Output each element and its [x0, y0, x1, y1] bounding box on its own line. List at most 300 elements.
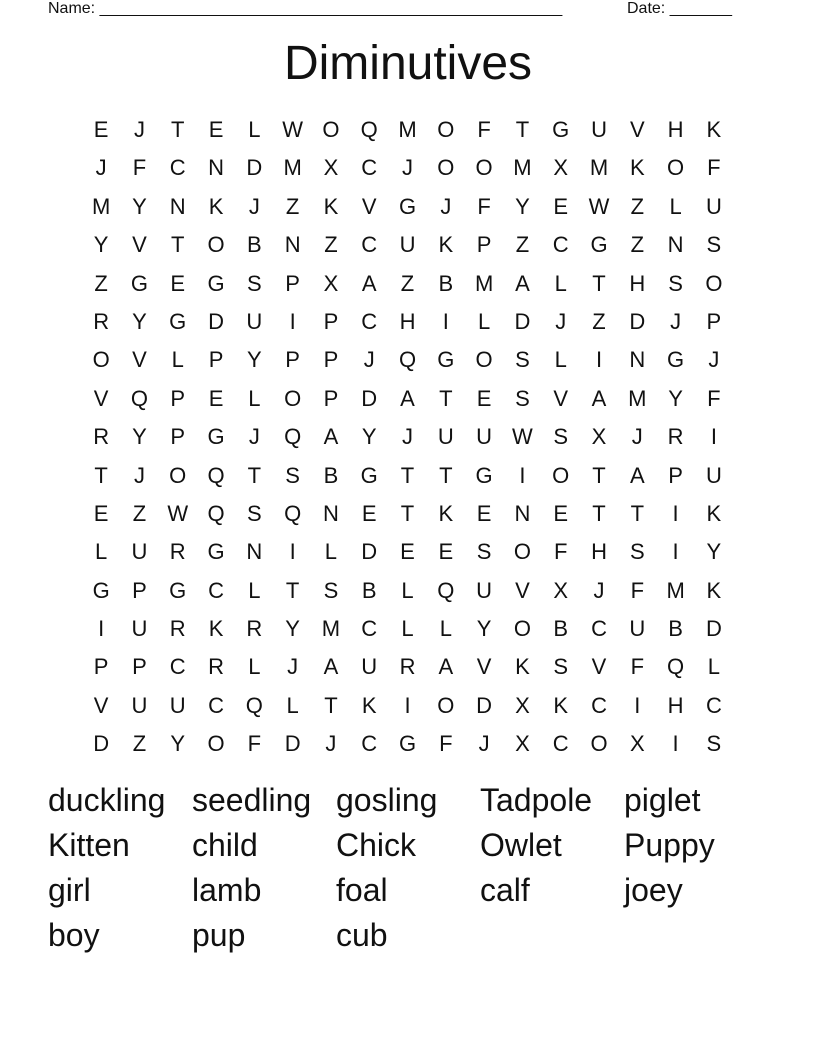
grid-letter[interactable]: J: [478, 731, 490, 757]
grid-letter[interactable]: R: [169, 616, 186, 642]
grid-letter[interactable]: O: [475, 347, 493, 373]
grid-letter[interactable]: P: [285, 347, 300, 373]
grid-letter[interactable]: X: [323, 270, 339, 296]
grid-letter[interactable]: L: [171, 347, 184, 373]
grid-letter[interactable]: D: [476, 692, 493, 718]
grid-letter[interactable]: K: [706, 117, 722, 142]
grid-letter[interactable]: J: [95, 155, 107, 181]
grid-letter[interactable]: Y: [668, 385, 683, 411]
grid-letter[interactable]: O: [513, 616, 531, 642]
grid-letter[interactable]: F: [707, 155, 721, 181]
grid-letter[interactable]: G: [360, 462, 378, 488]
grid-letter[interactable]: W: [588, 193, 610, 219]
grid-letter[interactable]: Q: [667, 654, 685, 680]
grid-letter[interactable]: F: [553, 539, 568, 565]
grid-letter[interactable]: B: [553, 616, 569, 642]
grid-letter[interactable]: N: [169, 193, 186, 219]
grid-letter[interactable]: X: [323, 155, 339, 181]
grid-letter[interactable]: E: [400, 539, 415, 565]
grid-letter[interactable]: A: [629, 462, 645, 488]
grid-letter[interactable]: Z: [324, 232, 338, 258]
grid-letter[interactable]: J: [402, 155, 414, 181]
grid-letter[interactable]: I: [672, 731, 679, 757]
grid-letter[interactable]: O: [552, 462, 570, 488]
grid-letter[interactable]: O: [513, 539, 531, 565]
grid-letter[interactable]: K: [438, 500, 454, 526]
grid-letter[interactable]: S: [668, 270, 683, 296]
grid-letter[interactable]: K: [208, 616, 224, 642]
grid-letter[interactable]: E: [170, 270, 186, 296]
grid-letter[interactable]: U: [131, 692, 148, 718]
grid-letter[interactable]: V: [629, 117, 645, 142]
grid-row: [82, 536, 733, 574]
grid-letter[interactable]: C: [361, 232, 378, 258]
grid-letter[interactable]: H: [591, 539, 607, 565]
grid-letter[interactable]: P: [323, 347, 339, 373]
grid-letter[interactable]: X: [553, 155, 569, 181]
grid-letter[interactable]: V: [93, 692, 109, 718]
grid-letter[interactable]: R: [667, 424, 684, 450]
grid-letter[interactable]: O: [322, 117, 340, 142]
grid-letter[interactable]: C: [361, 155, 378, 181]
grid-letter[interactable]: O: [437, 692, 455, 718]
grid-letter[interactable]: M: [628, 385, 647, 411]
grid-letter[interactable]: F: [630, 654, 645, 680]
grid-letter[interactable]: T: [592, 270, 606, 296]
grid-letter[interactable]: V: [132, 347, 147, 373]
grid-letter[interactable]: B: [668, 616, 683, 642]
grid-letter[interactable]: U: [591, 117, 607, 142]
grid-letter[interactable]: Y: [515, 193, 530, 219]
grid-letter[interactable]: C: [361, 731, 378, 757]
grid-letter[interactable]: V: [476, 654, 492, 680]
grid-letter[interactable]: N: [667, 232, 684, 258]
grid-letter[interactable]: O: [284, 385, 302, 411]
grid-letter[interactable]: A: [323, 654, 339, 680]
grid-letter[interactable]: K: [706, 500, 722, 526]
grid-letter[interactable]: H: [667, 692, 684, 718]
grid-letter[interactable]: L: [439, 616, 452, 642]
grid-letter[interactable]: I: [404, 692, 411, 718]
grid-letter[interactable]: J: [708, 347, 720, 373]
grid-letter[interactable]: G: [437, 347, 455, 373]
grid-letter[interactable]: K: [323, 193, 339, 219]
grid-letter[interactable]: O: [437, 155, 455, 181]
grid-letter[interactable]: C: [361, 308, 378, 334]
grid-letter[interactable]: L: [401, 616, 414, 642]
grid-letter[interactable]: C: [705, 692, 722, 718]
grid-letter[interactable]: J: [555, 308, 567, 334]
grid-letter[interactable]: U: [399, 232, 416, 258]
grid-letter[interactable]: Z: [592, 308, 606, 334]
grid-letter[interactable]: A: [323, 424, 339, 450]
grid-letter[interactable]: O: [667, 155, 685, 181]
grid-letter[interactable]: S: [706, 232, 722, 258]
grid-letter[interactable]: U: [437, 424, 454, 450]
grid-letter[interactable]: C: [208, 692, 224, 718]
grid-letter[interactable]: X: [515, 692, 530, 718]
grid-letter[interactable]: Y: [93, 232, 109, 258]
grid-letter[interactable]: J: [440, 193, 452, 219]
grid-letter[interactable]: E: [476, 385, 492, 411]
grid-letter[interactable]: F: [707, 385, 721, 411]
grid-letter[interactable]: D: [705, 616, 722, 642]
grid-letter[interactable]: G: [667, 347, 685, 373]
grid-letter[interactable]: G: [590, 232, 608, 258]
grid-letter[interactable]: L: [401, 577, 414, 603]
grid-letter[interactable]: Y: [706, 539, 722, 565]
grid-letter[interactable]: G: [398, 193, 417, 219]
grid-letter[interactable]: Q: [245, 692, 263, 718]
grid-letter[interactable]: O: [169, 462, 187, 488]
grid-letter[interactable]: I: [634, 692, 641, 718]
grid-letter[interactable]: O: [207, 731, 225, 757]
grid-letter[interactable]: K: [438, 232, 454, 258]
grid-letter[interactable]: P: [132, 577, 147, 603]
grid-letter[interactable]: H: [629, 270, 646, 296]
grid-letter[interactable]: J: [670, 308, 682, 334]
grid-letter[interactable]: X: [515, 731, 530, 757]
grid-letter[interactable]: R: [246, 616, 263, 642]
grid-letter[interactable]: Q: [398, 347, 417, 373]
grid-letter[interactable]: N: [208, 155, 224, 181]
grid-letter[interactable]: B: [361, 577, 377, 603]
grid-letter[interactable]: C: [552, 731, 569, 757]
grid-letter[interactable]: J: [287, 654, 299, 680]
grid-letter[interactable]: B: [438, 270, 454, 296]
grid-letter[interactable]: V: [591, 654, 607, 680]
grid-letter[interactable]: D: [514, 308, 531, 334]
grid-letter[interactable]: N: [322, 500, 339, 526]
grid-letter[interactable]: G: [475, 462, 493, 488]
grid-letter[interactable]: I: [289, 308, 296, 334]
grid-letter[interactable]: L: [324, 539, 338, 565]
grid-letter[interactable]: E: [208, 385, 224, 411]
grid-letter[interactable]: U: [361, 654, 378, 680]
grid-letter[interactable]: O: [207, 232, 225, 258]
grid-letter[interactable]: T: [285, 577, 300, 603]
grid-letter[interactable]: P: [93, 654, 109, 680]
grid-letter[interactable]: V: [93, 385, 109, 411]
grid-letter[interactable]: J: [133, 462, 145, 488]
grid-letter[interactable]: F: [247, 731, 262, 757]
grid-letter[interactable]: E: [476, 500, 492, 526]
grid-letter[interactable]: E: [208, 117, 224, 142]
grid-letter[interactable]: A: [438, 654, 454, 680]
grid-letter[interactable]: N: [284, 232, 301, 258]
grid-letter[interactable]: Q: [130, 385, 148, 411]
grid-letter[interactable]: D: [629, 308, 646, 334]
grid-letter[interactable]: G: [207, 539, 225, 565]
grid-letter[interactable]: G: [169, 577, 187, 603]
grid-letter[interactable]: P: [668, 462, 683, 488]
grid-letter[interactable]: M: [321, 616, 341, 642]
grid-letter[interactable]: E: [553, 500, 569, 526]
grid-letter[interactable]: D: [361, 539, 378, 565]
grid-letter[interactable]: L: [248, 117, 261, 142]
grid-letter[interactable]: S: [285, 462, 300, 488]
grid-letter[interactable]: K: [515, 654, 530, 680]
word-list-item: seedling: [192, 782, 312, 818]
grid-letter[interactable]: U: [705, 193, 722, 219]
grid-letter[interactable]: L: [248, 654, 261, 680]
grid-letter[interactable]: U: [705, 462, 722, 488]
grid-letter[interactable]: O: [705, 270, 723, 296]
grid-letter[interactable]: S: [515, 385, 530, 411]
grid-letter[interactable]: G: [398, 731, 417, 757]
grid-letter[interactable]: T: [439, 385, 453, 411]
grid-letter[interactable]: X: [629, 731, 645, 757]
grid-letter[interactable]: Y: [132, 308, 147, 334]
grid-letter[interactable]: G: [169, 308, 187, 334]
grid-letter[interactable]: E: [553, 193, 569, 219]
grid-letter[interactable]: X: [591, 424, 607, 450]
grid-letter[interactable]: I: [289, 539, 296, 565]
grid-letter[interactable]: C: [169, 155, 186, 181]
grid-letter[interactable]: L: [707, 654, 721, 680]
grid-letter[interactable]: O: [437, 117, 455, 142]
grid-letter[interactable]: C: [361, 616, 378, 642]
grid-letter[interactable]: I: [595, 347, 603, 373]
grid-letter[interactable]: Y: [476, 616, 492, 642]
grid-letter[interactable]: J: [631, 424, 643, 450]
grid-letter[interactable]: F: [630, 577, 645, 603]
grid-letter[interactable]: H: [399, 308, 416, 334]
grid-letter[interactable]: Y: [132, 424, 147, 450]
grid-letter[interactable]: E: [93, 117, 109, 142]
grid-letter[interactable]: Q: [284, 500, 302, 526]
word-list-item: cub: [336, 917, 388, 953]
grid-letter[interactable]: N: [246, 539, 263, 565]
grid-letter[interactable]: S: [706, 731, 722, 757]
grid-letter[interactable]: U: [476, 424, 493, 450]
grid-letter[interactable]: I: [672, 500, 679, 526]
grid-letter[interactable]: Z: [630, 193, 645, 219]
grid-letter[interactable]: T: [592, 462, 606, 488]
grid-letter[interactable]: C: [169, 654, 186, 680]
grid-letter[interactable]: Q: [284, 424, 302, 450]
grid-letter[interactable]: R: [208, 654, 224, 680]
grid-letter[interactable]: P: [476, 232, 492, 258]
grid-letter[interactable]: I: [98, 616, 105, 642]
grid-letter[interactable]: L: [248, 385, 261, 411]
grid-letter[interactable]: Z: [515, 232, 530, 258]
grid-row: [82, 268, 733, 306]
grid-letter[interactable]: V: [361, 193, 377, 219]
grid-letter[interactable]: J: [593, 577, 605, 603]
grid-letter[interactable]: C: [591, 692, 607, 718]
grid-letter[interactable]: K: [361, 692, 377, 718]
grid-letter[interactable]: V: [132, 232, 147, 258]
grid-letter[interactable]: S: [246, 270, 262, 296]
grid-letter[interactable]: M: [398, 117, 417, 142]
grid-letter[interactable]: P: [170, 424, 186, 450]
grid-letter[interactable]: Z: [132, 731, 147, 757]
grid-letter[interactable]: U: [246, 308, 263, 334]
grid-letter[interactable]: W: [282, 117, 304, 142]
grid-letter[interactable]: E: [438, 539, 454, 565]
grid-letter[interactable]: V: [553, 385, 569, 411]
grid-letter[interactable]: M: [589, 155, 609, 181]
grid-letter[interactable]: T: [324, 692, 338, 718]
grid-letter[interactable]: Y: [246, 347, 262, 373]
grid-letter[interactable]: X: [553, 577, 569, 603]
grid-letter[interactable]: L: [477, 308, 491, 334]
grid-letter[interactable]: E: [93, 500, 109, 526]
grid-letter[interactable]: Y: [170, 731, 186, 757]
date-field[interactable]: Date: _______: [627, 0, 732, 17]
grid-letter[interactable]: K: [706, 577, 722, 603]
grid-letter[interactable]: D: [284, 731, 301, 757]
grid-letter[interactable]: T: [630, 500, 645, 526]
grid-letter[interactable]: Z: [630, 232, 645, 258]
grid-letter[interactable]: F: [132, 155, 147, 181]
grid-letter[interactable]: J: [248, 193, 260, 219]
grid-row: [82, 421, 733, 459]
grid-letter[interactable]: A: [361, 270, 377, 296]
grid-letter[interactable]: R: [93, 308, 110, 334]
grid-letter[interactable]: F: [477, 117, 491, 142]
grid-letter[interactable]: L: [248, 577, 261, 603]
grid-letter[interactable]: S: [323, 577, 339, 603]
grid-letter[interactable]: C: [208, 577, 224, 603]
grid-letter[interactable]: Y: [285, 616, 300, 642]
grid-letter[interactable]: G: [130, 270, 148, 296]
grid-letter[interactable]: N: [629, 347, 646, 373]
grid-letter[interactable]: U: [169, 692, 186, 718]
grid-letter[interactable]: N: [514, 500, 531, 526]
grid-letter[interactable]: M: [513, 155, 532, 181]
grid-letter[interactable]: Q: [207, 500, 225, 526]
grid-letter[interactable]: D: [361, 385, 378, 411]
grid-letter[interactable]: M: [91, 193, 111, 219]
grid-letter[interactable]: T: [247, 462, 262, 488]
grid-letter[interactable]: G: [552, 117, 570, 142]
grid-letter[interactable]: Z: [94, 270, 108, 296]
grid-letter[interactable]: I: [442, 308, 449, 334]
grid-letter[interactable]: C: [552, 232, 569, 258]
grid-letter[interactable]: T: [515, 117, 530, 142]
grid-letter[interactable]: L: [554, 270, 567, 296]
grid-letter[interactable]: K: [553, 692, 569, 718]
grid-letter[interactable]: P: [132, 654, 147, 680]
grid-letter[interactable]: D: [208, 308, 224, 334]
grid-letter[interactable]: S: [515, 347, 530, 373]
grid-letter[interactable]: G: [207, 424, 225, 450]
grid-letter[interactable]: E: [361, 500, 377, 526]
grid-letter[interactable]: D: [93, 731, 110, 757]
grid-letter[interactable]: A: [591, 385, 607, 411]
grid-letter[interactable]: D: [246, 155, 263, 181]
grid-letter[interactable]: G: [92, 577, 110, 603]
grid-letter[interactable]: C: [591, 616, 607, 642]
grid-letter[interactable]: U: [131, 616, 148, 642]
grid-letter[interactable]: M: [666, 577, 685, 603]
grid-letter[interactable]: T: [400, 500, 415, 526]
grid-row: [82, 344, 733, 382]
grid-letter[interactable]: T: [94, 462, 108, 488]
grid-letter[interactable]: Y: [132, 193, 147, 219]
grid-row: [82, 383, 733, 421]
grid-letter[interactable]: I: [710, 424, 717, 450]
grid-letter[interactable]: Q: [207, 462, 225, 488]
grid-letter[interactable]: Q: [360, 117, 378, 142]
grid-letter[interactable]: S: [629, 539, 645, 565]
grid-letter[interactable]: S: [553, 424, 569, 450]
grid-letter[interactable]: P: [323, 385, 339, 411]
grid-letter[interactable]: P: [706, 308, 722, 334]
grid-letter[interactable]: M: [283, 155, 302, 181]
grid-letter[interactable]: J: [402, 424, 414, 450]
grid-letter[interactable]: Z: [400, 270, 415, 296]
grid-letter[interactable]: M: [474, 270, 494, 296]
grid-letter[interactable]: S: [553, 654, 569, 680]
grid-letter[interactable]: R: [399, 654, 416, 680]
grid-letter[interactable]: T: [592, 500, 606, 526]
grid-letter[interactable]: J: [133, 117, 145, 142]
grid-letter[interactable]: J: [325, 731, 337, 757]
grid-letter[interactable]: S: [476, 539, 492, 565]
grid-letter[interactable]: O: [92, 347, 110, 373]
grid-letter[interactable]: L: [669, 193, 682, 219]
grid-letter[interactable]: P: [208, 347, 224, 373]
grid-letter[interactable]: A: [400, 385, 415, 411]
grid-letter[interactable]: J: [363, 347, 375, 373]
grid-letter[interactable]: B: [246, 232, 262, 258]
grid-letter[interactable]: S: [246, 500, 262, 526]
grid-letter[interactable]: V: [515, 577, 530, 603]
grid-letter[interactable]: P: [285, 270, 300, 296]
name-field[interactable]: Name: ____________________________________________________: [48, 0, 563, 17]
word-list-item: child: [192, 827, 258, 863]
grid-letter[interactable]: U: [476, 577, 493, 603]
grid-letter[interactable]: W: [512, 424, 533, 450]
grid-letter[interactable]: P: [170, 385, 186, 411]
grid-letter[interactable]: T: [171, 232, 185, 258]
grid-letter[interactable]: L: [286, 692, 299, 718]
grid-letter[interactable]: G: [207, 270, 225, 296]
grid-letter[interactable]: O: [590, 731, 608, 757]
grid-letter[interactable]: F: [477, 193, 491, 219]
grid-letter[interactable]: T: [171, 117, 185, 142]
grid-letter[interactable]: W: [167, 500, 189, 526]
grid-letter[interactable]: R: [93, 424, 110, 450]
grid-letter[interactable]: T: [400, 462, 415, 488]
grid-letter[interactable]: U: [131, 539, 148, 565]
grid-letter[interactable]: O: [475, 155, 493, 181]
grid-letter[interactable]: K: [208, 193, 224, 219]
grid-letter[interactable]: Z: [132, 500, 147, 526]
grid-letter[interactable]: L: [554, 347, 567, 373]
grid-letter[interactable]: A: [515, 270, 530, 296]
grid-letter[interactable]: I: [519, 462, 526, 488]
grid-letter[interactable]: K: [629, 155, 645, 181]
grid-letter[interactable]: P: [323, 308, 339, 334]
grid-letter[interactable]: L: [95, 539, 108, 565]
grid-row: [82, 728, 733, 766]
grid-letter[interactable]: Z: [285, 193, 300, 219]
grid-letter[interactable]: Y: [361, 424, 377, 450]
grid-letter[interactable]: B: [323, 462, 339, 488]
grid-letter[interactable]: U: [629, 616, 646, 642]
grid-letter[interactable]: H: [667, 117, 684, 142]
grid-letter[interactable]: R: [169, 539, 186, 565]
grid-letter[interactable]: I: [672, 539, 679, 565]
grid-letter[interactable]: J: [248, 424, 260, 450]
grid-letter[interactable]: Q: [437, 577, 455, 603]
grid-letter[interactable]: T: [439, 462, 453, 488]
grid-letter[interactable]: F: [439, 731, 453, 757]
